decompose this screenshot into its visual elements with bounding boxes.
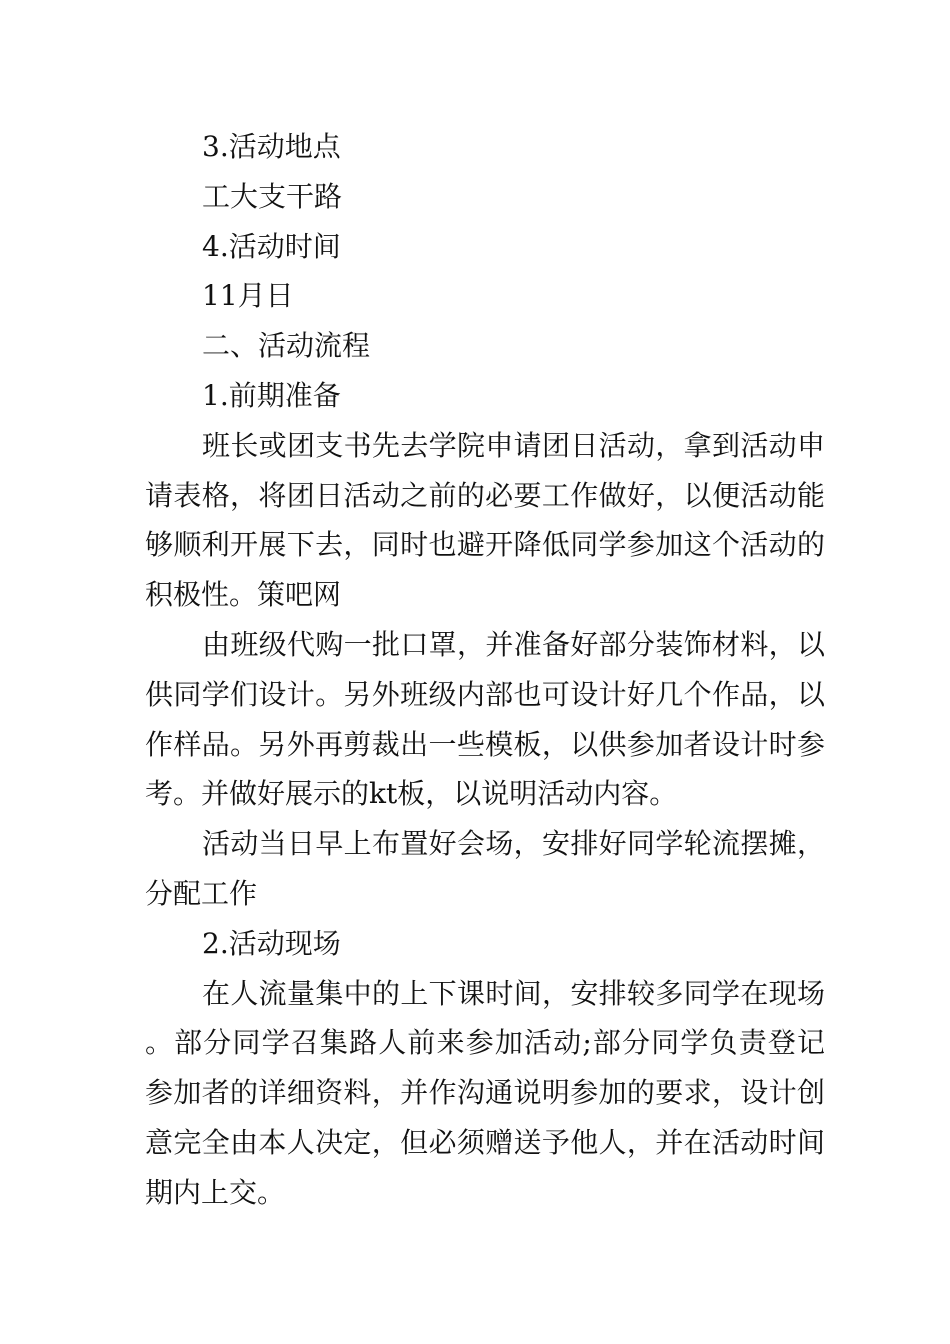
paragraph-materials: 由班级代购一批口罩，并准备好部分装饰材料，以供同学们设计。另外班级内部也可设计好几个作品，以作样品。另外再剪裁出一些模板，以供参加者设计时参考。并做好展示的kt板，以说明活动内容。 xyxy=(145,627,825,811)
paragraph-on-site-arrangement: 在人流量集中的上下课时间，安排较多同学在现场。部分同学召集路人前来参加活动;部分同学负责登记参加者的详细资料，并作沟通说明参加的要求，设计创意完全由本人决定，但必须赠送予他人，并在活动时间期内上交。 xyxy=(145,976,825,1209)
heading-activity-location: 3.活动地点 xyxy=(202,130,341,163)
paragraph-venue-setup: 活动当日早上布置好会场，安排好同学轮流摆摊，分配工作 xyxy=(145,827,825,910)
paragraph-application: 班长或团支书先去学院申请团日活动，拿到活动申请表格，将团日活动之前的必要工作做好，以便活动能够顺利开展下去，同时也避开降低同学参加这个活动的积极性。策吧网 xyxy=(145,428,825,612)
heading-preparation: 1.前期准备 xyxy=(202,378,341,412)
heading-on-site: 2.活动现场 xyxy=(202,926,341,960)
heading-activity-process: 二、活动流程 xyxy=(202,329,371,363)
activity-time-value: 11月日 xyxy=(202,279,294,313)
heading-activity-time: 4.活动时间 xyxy=(202,229,341,263)
activity-location-value: 工大支干路 xyxy=(202,179,343,213)
document-body xyxy=(145,122,825,1218)
